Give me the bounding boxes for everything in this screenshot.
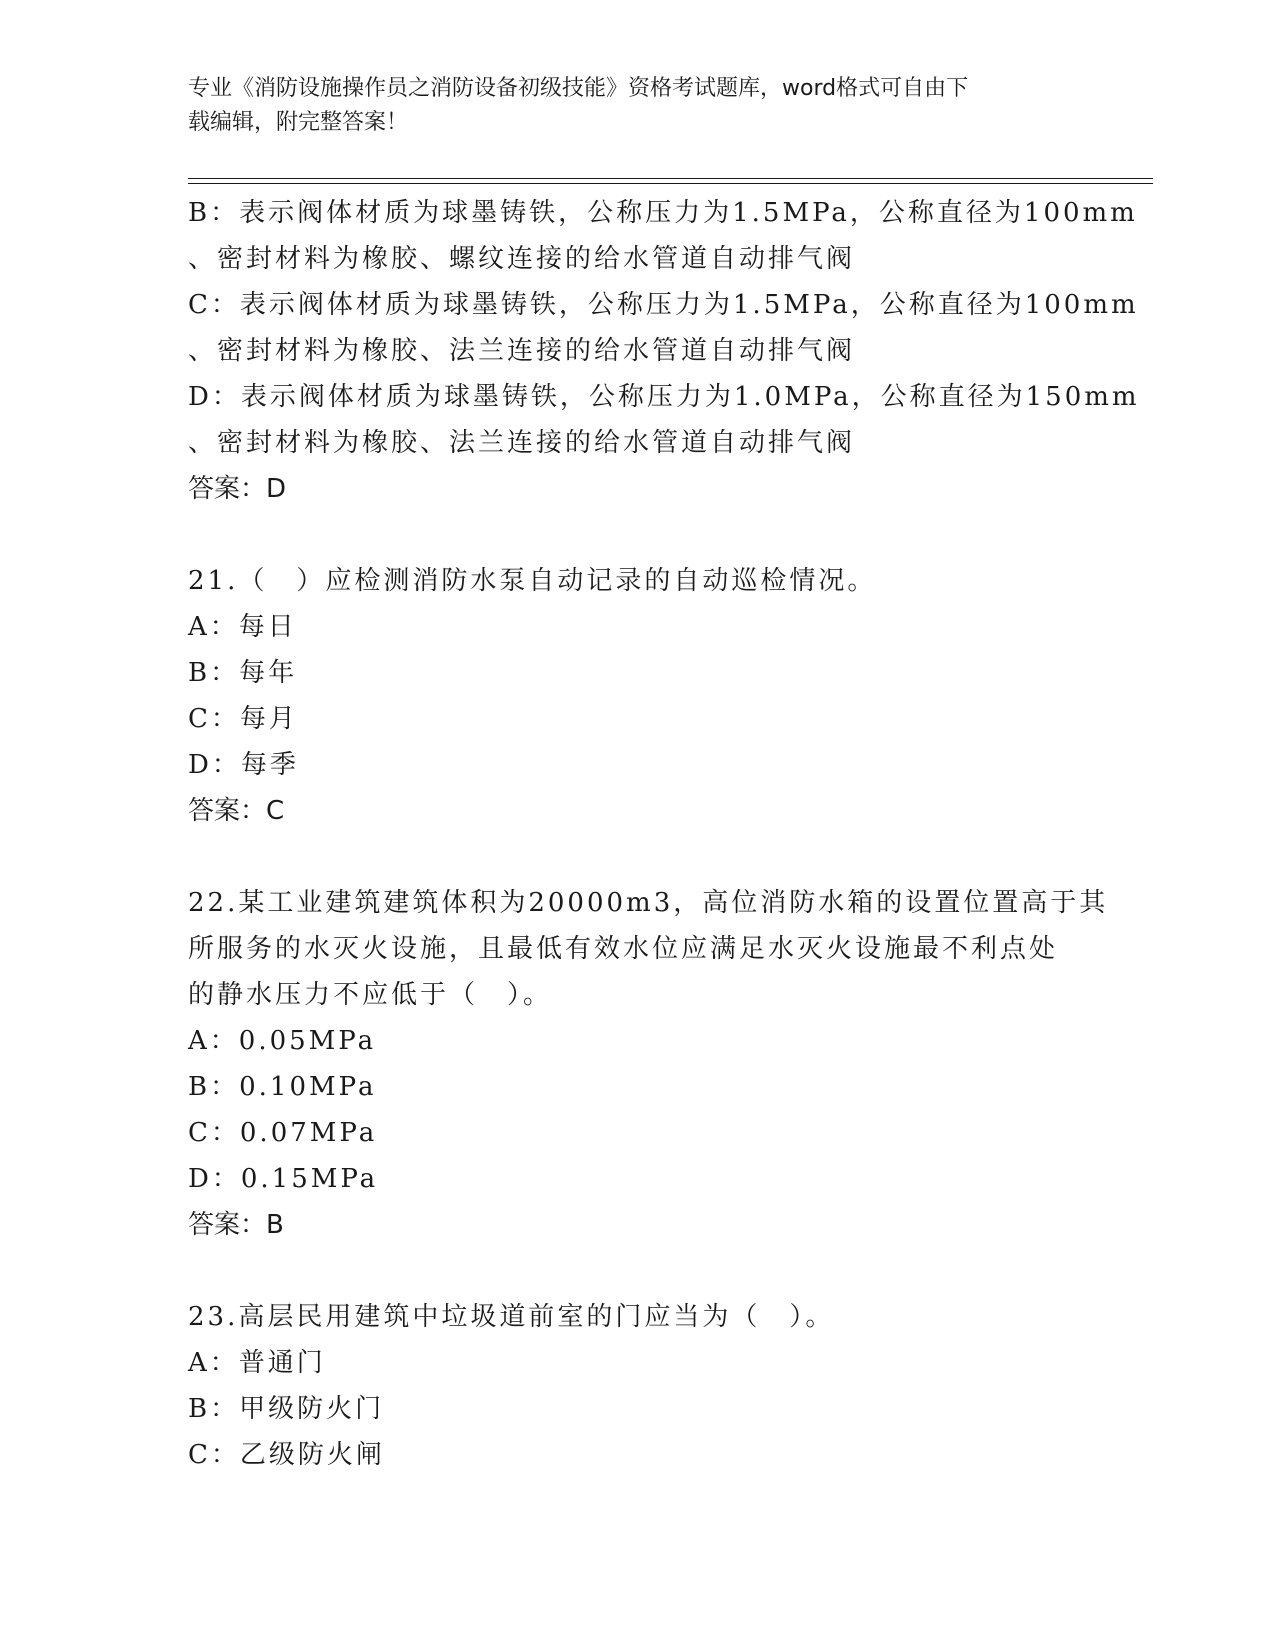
- option-d-line-2: 、密封材料为橡胶、法兰连接的给水管道自动排气阀: [188, 428, 856, 458]
- option-c-line-1: C：表示阀体材质为球墨铸铁，公称压力为1.5MPa，公称直径为100mm: [188, 290, 1139, 320]
- option-c-line-2: 、密封材料为橡胶、法兰连接的给水管道自动排气阀: [188, 336, 856, 366]
- option-b: B：甲级防火门: [188, 1394, 385, 1424]
- answer-20: 答案：D: [188, 474, 287, 504]
- header-divider-bottom: [188, 183, 1153, 184]
- option-d-line-1: D：表示阀体材质为球墨铸铁，公称压力为1.0MPa，公称直径为150mm: [188, 382, 1140, 412]
- option-a: A：0.05MPa: [188, 1026, 377, 1056]
- question-21: [188, 558, 1088, 834]
- option-b-line-2: 、密封材料为橡胶、螺纹连接的给水管道自动排气阀: [188, 244, 856, 274]
- question-23: [188, 1294, 1088, 1478]
- question-text-line-3: 的静水压力不应低于（ ）。: [188, 980, 553, 1010]
- question-list: [188, 190, 1140, 1478]
- header-line-2: 载编辑，附完整答案！: [188, 110, 409, 135]
- spacer: [188, 512, 1088, 558]
- option-b: B：每年: [188, 658, 298, 688]
- option-a: A：普通门: [188, 1348, 326, 1378]
- question-20-tail: [188, 190, 1140, 512]
- option-b: B：0.10MPa: [188, 1072, 377, 1102]
- option-d: D：每季: [188, 750, 299, 780]
- question-22: [188, 880, 1109, 1248]
- option-b-line-1: B：表示阀体材质为球墨铸铁，公称压力为1.5MPa，公称直径为100mm: [188, 198, 1138, 228]
- question-text: 23.高层民用建筑中垃圾道前室的门应当为（ ）。: [188, 1302, 835, 1332]
- option-a: A：每日: [188, 612, 297, 642]
- option-c: C：乙级防火闸: [188, 1440, 385, 1470]
- answer-21: 答案：C: [188, 796, 285, 826]
- document-header: [188, 72, 1088, 140]
- header-line-1: 专业《消防设施操作员之消防设备初级技能》资格考试题库，word格式可自由下: [188, 76, 969, 101]
- option-d: D：0.15MPa: [188, 1164, 379, 1194]
- spacer: [188, 1248, 1088, 1294]
- question-text: 21.（ ）应检测消防水泵自动记录的自动巡检情况。: [188, 566, 877, 596]
- answer-22: 答案：B: [188, 1210, 284, 1240]
- question-text-line-1: 22.某工业建筑建筑体积为20000m3，高位消防水箱的设置位置高于其: [188, 888, 1109, 918]
- option-c: C：每月: [188, 704, 298, 734]
- question-text-line-2: 所服务的水灭火设施，且最低有效水位应满足水灭火设施最不利点处: [188, 934, 1059, 964]
- spacer: [188, 834, 1088, 880]
- option-c: C：0.07MPa: [188, 1118, 378, 1148]
- header-divider-top: [188, 178, 1153, 179]
